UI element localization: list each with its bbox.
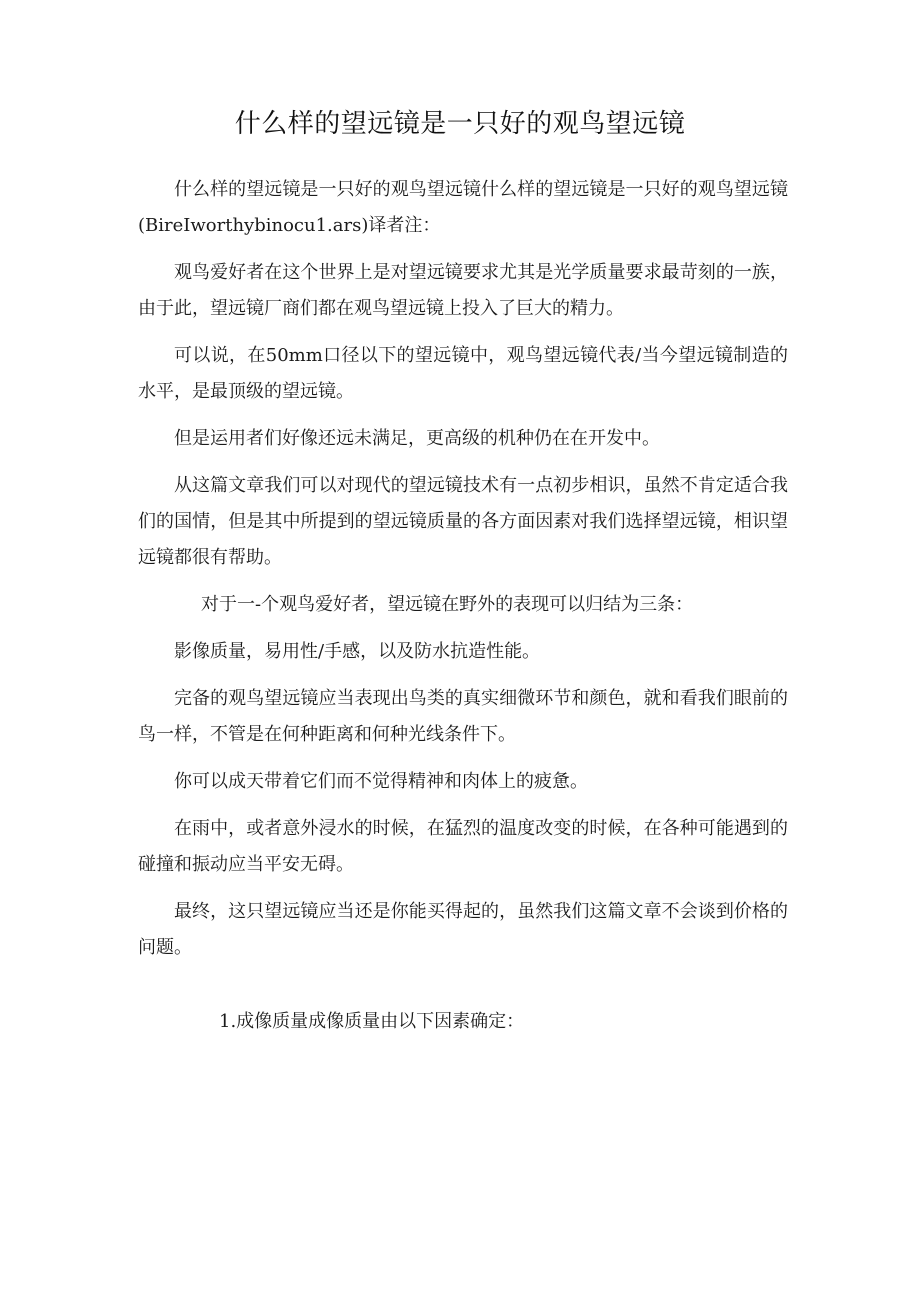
- document-title: 什么样的望远镜是一只好的观鸟望远镜: [234, 109, 686, 139]
- section-heading-image-quality: 1.成像质量成像质量由以下因素确定：: [219, 1011, 525, 1032]
- paragraph-50mm: 可以说，在50mm口径以下的望远镜中，观鸟望远镜代表/当今望远镜制造的水平，是最顶级的望远镜。: [138, 345, 788, 402]
- paragraph-three-factors: 对于一-个观鸟爱好者，望远镜在野外的表现可以归结为三条：: [201, 594, 694, 615]
- paragraph-development: 但是运用者们好像还远未满足，更高级的机种仍在在开发中。: [174, 428, 660, 449]
- paragraph-birders: 观鸟爱好者在这个世界上是对望远镜要求尤其是光学质量要求最苛刻的一族，由于此，望远镜厂商们都在观鸟望远镜上投入了巨大的精力。: [138, 262, 788, 319]
- paragraph-durability: 在雨中，或者意外浸水的时候，在猛烈的温度改变的时候，在各种可能遇到的碰撞和振动应当平安无碍。: [138, 818, 788, 875]
- paragraph-factors-list: 影像质量，易用性/手感，以及防水抗造性能。: [174, 641, 541, 662]
- paragraph-intro: 什么样的望远镜是一只好的观鸟望远镜什么样的望远镜是一只好的观鸟望远镜(BireIworthybinocu1.ars)译者注：: [138, 179, 788, 236]
- document-body: [138, 172, 788, 1051]
- paragraph-price: 最终，这只望远镜应当还是你能买得起的，虽然我们这篇文章不会谈到价格的问题。: [138, 901, 788, 958]
- paragraph-detail-color: 完备的观鸟望远镜应当表现出鸟类的真实细微环节和颜色，就和看我们眼前的鸟一样，不管是在何种距离和何种光线条件下。: [138, 688, 788, 745]
- paragraph-comfort: 你可以成天带着它们而不觉得精神和肉体上的疲惫。: [174, 771, 588, 792]
- paragraph-article-value: 从这篇文章我们可以对现代的望远镜技术有一点初步相识，虽然不肯定适合我们的国情，但是其中所提到的望远镜质量的各方面因素对我们选择望远镜，相识望远镜都很有帮助。: [138, 475, 788, 568]
